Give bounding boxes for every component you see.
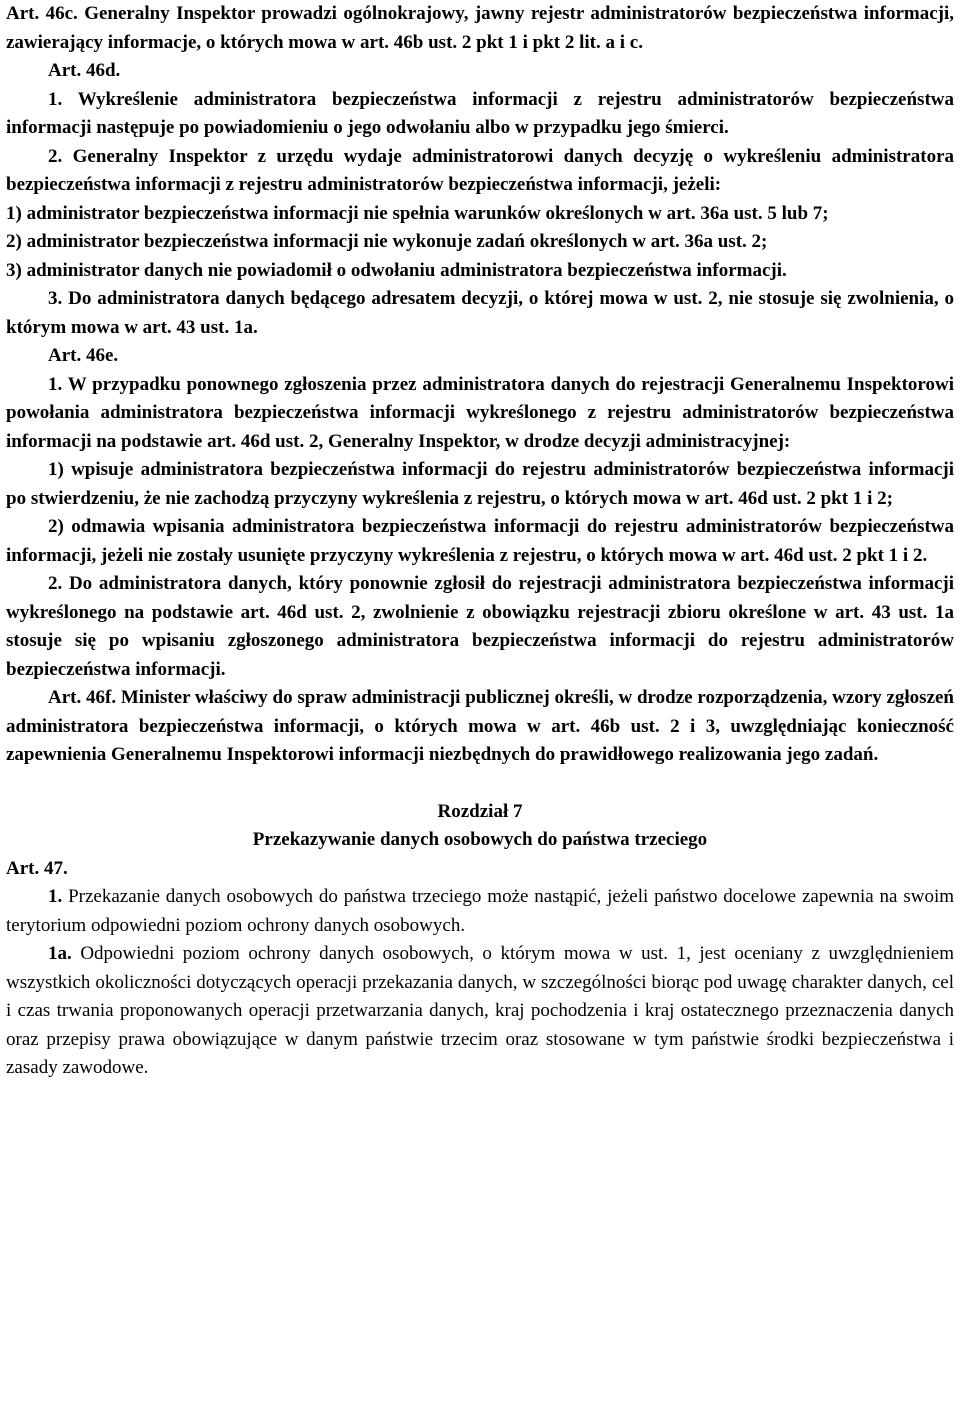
art-46d-ust-1-num: 1. bbox=[48, 88, 63, 110]
art-46c-text: Generalny Inspektor prowadzi ogólnokrajowy, jawny rejestr administratorów bezpieczeństwa informacji, zawierający informacje, o których mowa w art. 46b ust. 2 pkt 1 i pkt 2 lit. a i c. bbox=[6, 3, 954, 53]
art-46d-label: Art. 46d. bbox=[48, 60, 121, 81]
art-46d-ust-2-num: 2. bbox=[48, 145, 63, 167]
art-47-ust-1a bbox=[6, 940, 954, 1083]
art-47-ust-1 bbox=[6, 883, 954, 940]
art-47-ust-1-text: Przekazanie danych osobowych do państwa trzeciego może nastąpić, jeżeli państwo docelowe zapewnia na swoim terytorium odpowiedni poziom ochrony danych osobowych. bbox=[6, 886, 955, 936]
art-46f-label: Art. 46f. bbox=[48, 687, 117, 708]
art-46c-label: Art. 46c. bbox=[6, 3, 78, 24]
art-46c bbox=[6, 0, 954, 57]
chapter-title: Przekazywanie danych osobowych do państwa trzeciego bbox=[252, 829, 708, 850]
art-46d-ust-3-num: 3. bbox=[48, 288, 63, 309]
art-46e-ust-2-text: Do administratora danych, który ponownie zgłosił do rejestracji administratora bezpieczeństwa informacji wykreślonego na podstawie art. 46d ust. 2, zwolnienie z obowiązku rejestracji zbioru określone w art. 43 ust. 1a stosuje się po wpisaniu zgłoszonego administratora bezpieczeństwa informacji do rejestru administratorów bezpieczeństwa informacji. bbox=[6, 573, 955, 680]
art-46e-label: Art. 46e. bbox=[48, 345, 119, 366]
art-46d-ust-2-item-1: 1) administrator bezpieczeństwa informacji nie spełnia warunków określonych w art. 36a ust. 5 lub 7; bbox=[6, 202, 829, 224]
art-47-ust-1a-num: 1a. bbox=[48, 943, 72, 964]
art-46e-ust-1-item-1: 1) wpisuje administratora bezpieczeństwa informacji do rejestru administratorów bezpieczeństwa informacji po stwierdzeniu, że nie zachodzą przyczyny wykreślenia z rejestru, o których mowa w art. 46d ust. 2 pkt 1 i 2; bbox=[6, 459, 954, 509]
art-46d-ust-2 bbox=[6, 143, 954, 200]
art-46e-ust-1-num: 1. bbox=[48, 373, 63, 395]
chapter-number: Rozdział 7 bbox=[437, 800, 523, 822]
art-46d-ust-1-text: Wykreślenie administratora bezpieczeństwa informacji z rejestru administratorów bezpieczeństwa informacji następuje po powiadomieniu o jego odwołaniu albo w przypadku jego śmierci. bbox=[6, 88, 954, 138]
art-46e-ust-2 bbox=[6, 570, 954, 684]
art-46f bbox=[6, 684, 954, 770]
art-46d-ust-3-text: Do administratora danych będącego adresatem decyzji, o której mowa w ust. 2, nie stosuje się zwolnienia, o którym mowa w art. 43 ust. 1a. bbox=[6, 288, 955, 338]
spacer bbox=[6, 770, 954, 798]
art-46e-ust-1-text: W przypadku ponownego zgłoszenia przez administratora danych do rejestracji Generalnemu Inspektorowi powołania administratora bezpieczeństwa informacji wykreślonego z rejestru administratorów bezpieczeństwa informacji na podstawie art. 46d ust. 2, Generalny Inspektor, w drodze decyzji administracyjnej: bbox=[6, 373, 954, 452]
art-46e-ust-2-num: 2. bbox=[48, 573, 63, 594]
art-46d-ust-2-text: Generalny Inspektor z urzędu wydaje administratorowi danych decyzję o wykreśleniu administratora bezpieczeństwa informacji z rejestru administratorów bezpieczeństwa informacji, jeżeli: bbox=[6, 145, 954, 195]
art-46d-ust-1 bbox=[6, 86, 954, 143]
art-46d-ust-2-item-2: 2) administrator bezpieczeństwa informacji nie wykonuje zadań określonych w art. 36a ust. 2; bbox=[6, 231, 768, 252]
art-47-ust-1-num: 1. bbox=[48, 886, 63, 907]
art-46d-ust-3 bbox=[6, 285, 954, 342]
art-46e-ust-1 bbox=[6, 371, 954, 457]
art-46e-ust-1-item-2: 2) odmawia wpisania administratora bezpieczeństwa informacji do rejestru administratorów bezpieczeństwa informacji, jeżeli nie zostały usunięte przyczyny wykreślenia z rejestru, o których mowa w art. 46d ust. 2 pkt 1 i 2. bbox=[6, 516, 954, 566]
art-47-label: Art. 47. bbox=[6, 857, 68, 879]
art-46d-ust-2-item-3: 3) administrator danych nie powiadomił o odwołaniu administratora bezpieczeństwa informacji. bbox=[6, 259, 787, 281]
art-47-ust-1a-text: Odpowiedni poziom ochrony danych osobowych, o którym mowa w ust. 1, jest oceniany z uwzględnieniem wszystkich okoliczności dotyczących operacji przekazania danych, w szczególności biorąc pod uwagę charakter danych, cel i czas trwania proponowanych operacji przetwarzania danych, kraj pochodzenia i kraj ostatecznego przeznaczenia danych oraz przepisy prawa obowiązujące w danym państwie trzecim oraz stosowane w tym państwie środki bezpieczeństwa i zasady zawodowe. bbox=[6, 943, 955, 1078]
art-46f-text: Minister właściwy do spraw administracji publicznej określi, w drodze rozporządzenia, wzory zgłoszeń administratora bezpieczeństwa informacji, o których mowa w art. 46b ust. 2 i 3, uwzględniając konieczność zapewnienia Generalnemu Inspektorowi informacji niezbędnych do prawidłowego realizowania jego zadań. bbox=[6, 687, 954, 765]
